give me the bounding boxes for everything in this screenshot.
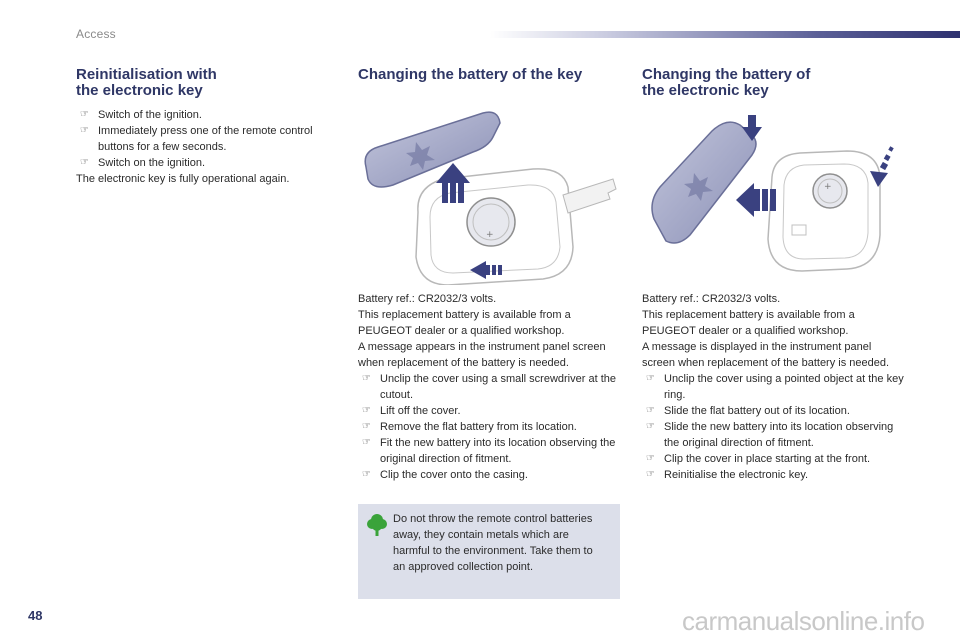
list-item (76, 155, 326, 171)
bullet-icon: ☞ (646, 405, 655, 416)
list-item (358, 419, 620, 435)
step-text: Lift off the cover. (380, 405, 461, 417)
step-text: Immediately press one of the remote control buttons for a few seconds. (98, 125, 313, 153)
bullet-icon: ☞ (646, 373, 655, 384)
bullet-icon: ☞ (646, 421, 655, 432)
reinit-section (76, 67, 326, 187)
ekey-battery-text (642, 291, 907, 483)
list-item (642, 403, 907, 419)
step-text: Switch on the ignition. (98, 157, 206, 169)
ekey-title-line1: Changing the battery of (642, 66, 811, 83)
step-text: Slide the new battery into its location observing the original direction of fitment. (664, 421, 894, 449)
bullet-icon: ☞ (80, 109, 89, 120)
intro-line: Battery ref.: CR2032/3 volts. (358, 293, 497, 305)
intro-line: This replacement battery is available from a PEUGEOT dealer or a qualified workshop. (358, 309, 571, 337)
intro-line: A message appears in the instrument panel screen when replacement of the battery is needed. (358, 341, 606, 369)
list-item (76, 107, 326, 123)
intro-line: This replacement battery is available from a PEUGEOT dealer or a qualified workshop. (642, 309, 855, 337)
bullet-icon: ☞ (80, 125, 89, 136)
reinit-title-line2: the electronic key (76, 82, 203, 99)
reinit-closing: The electronic key is fully operational again. (76, 173, 290, 185)
step-text: Slide the flat battery out of its location. (664, 405, 850, 417)
watermark: carmanualsonline.info (682, 606, 925, 636)
key-battery-header (358, 67, 620, 83)
tree-icon (366, 513, 388, 537)
bullet-icon: ☞ (362, 405, 371, 416)
list-item (642, 467, 907, 483)
list-item (642, 451, 907, 467)
key-battery-title: Changing the battery of the key (358, 66, 583, 83)
ekey-battery-steps (642, 371, 907, 483)
step-text: Reinitialise the electronic key. (664, 469, 809, 481)
header-bar (490, 31, 960, 38)
key-battery-illustration (358, 107, 620, 285)
step-text: Clip the cover in place starting at the front. (664, 453, 871, 465)
list-item (358, 403, 620, 419)
bullet-icon: ☞ (362, 437, 371, 448)
step-text: Remove the flat battery from its location. (380, 421, 577, 433)
bullet-icon: ☞ (362, 373, 371, 384)
svg-text:+: + (824, 182, 832, 192)
note-text: Do not throw the remote control batteries away, they contain metals which are harmful to the environment. Take them to an approved collection point. (393, 513, 593, 573)
list-item (358, 467, 620, 483)
list-item (642, 371, 907, 403)
reinit-steps (76, 107, 326, 171)
bullet-icon: ☞ (646, 469, 655, 480)
step-text: Fit the new battery into its location observing the original direction of fitment. (380, 437, 616, 465)
step-text: Unclip the cover using a small screwdriver at the cutout. (380, 373, 616, 401)
step-text: Switch of the ignition. (98, 109, 202, 121)
electronic-key-illustration (642, 107, 904, 285)
reinit-title (76, 67, 326, 99)
section-label: Access (76, 27, 116, 41)
page-number: 48 (28, 608, 43, 623)
ekey-battery-illustration (642, 107, 904, 285)
bullet-icon: ☞ (362, 469, 371, 480)
key-illustration (358, 107, 620, 285)
ekey-battery-title (642, 67, 907, 99)
bullet-icon: ☞ (80, 157, 89, 168)
step-text: Unclip the cover using a pointed object at the key ring. (664, 373, 904, 401)
svg-text:+: + (486, 230, 494, 240)
list-item (76, 123, 326, 155)
intro-line: A message is displayed in the instrument panel screen when replacement of the battery is needed. (642, 341, 890, 369)
intro-line: Battery ref.: CR2032/3 volts. (642, 293, 781, 305)
bullet-icon: ☞ (646, 453, 655, 464)
bullet-icon: ☞ (362, 421, 371, 432)
list-item (642, 419, 907, 451)
key-battery-text (358, 291, 620, 483)
ekey-battery-header (642, 67, 907, 99)
ekey-title-line2: the electronic key (642, 82, 769, 99)
key-battery-steps (358, 371, 620, 483)
list-item (358, 435, 620, 467)
step-text: Clip the cover onto the casing. (380, 469, 528, 481)
reinit-title-line1: Reinitialisation with (76, 66, 217, 83)
environment-note (358, 504, 620, 599)
list-item (358, 371, 620, 403)
